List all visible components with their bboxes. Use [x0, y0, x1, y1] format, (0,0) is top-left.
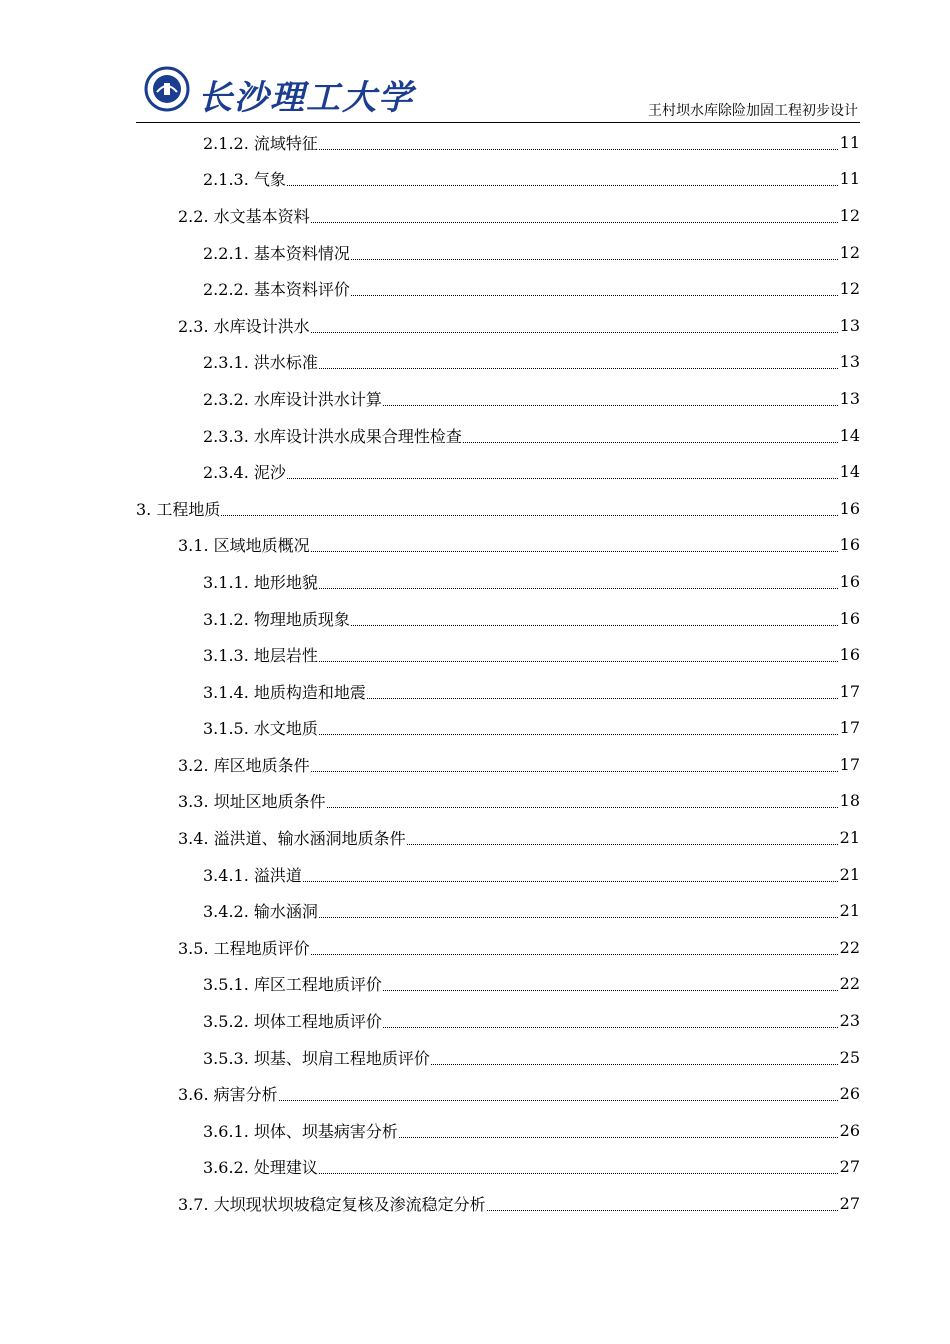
toc-entry[interactable]: [136, 161, 860, 198]
toc-entry-number: 2.1.2.: [203, 133, 249, 153]
toc-leader-dots: [431, 1046, 838, 1065]
toc-entry-number: 3.1.1.: [203, 572, 249, 592]
toc-entry[interactable]: [136, 600, 860, 637]
toc-entry-page: 27: [839, 1157, 860, 1177]
toc-entry-label: [178, 204, 311, 227]
toc-entry-label: [136, 497, 221, 520]
toc-entry-label: [178, 826, 407, 849]
toc-entry[interactable]: [136, 344, 860, 381]
toc-entry-number: 3.1.3.: [203, 646, 249, 666]
toc-entry-number: 3.4.2.: [203, 902, 249, 922]
toc-entry-title: 气象: [253, 170, 286, 190]
toc-leader-dots: [319, 899, 838, 918]
toc-entry[interactable]: [136, 234, 860, 271]
toc-entry-page: 26: [839, 1084, 860, 1104]
toc-entry-page: 13: [839, 388, 860, 408]
toc-entry[interactable]: [136, 892, 860, 929]
toc-entry-label: [178, 753, 311, 776]
toc-entry-page: 22: [839, 937, 860, 957]
toc-entry-title: 坝基、坝肩工程地质评价: [253, 1048, 430, 1068]
toc-entry-page: 21: [839, 901, 860, 921]
toc-entry-label: [203, 607, 351, 630]
toc-entry-title: 水库设计洪水: [213, 316, 310, 336]
toc-entry-page: 27: [839, 1194, 860, 1214]
toc-leader-dots: [319, 643, 838, 662]
toc-entry[interactable]: [136, 307, 860, 344]
toc-entry-title: 工程地质评价: [213, 938, 310, 958]
toc-entry-number: 2.2.2.: [203, 280, 249, 300]
toc-leader-dots: [383, 1009, 838, 1028]
toc-leader-dots: [319, 716, 838, 735]
toc-entry[interactable]: [136, 490, 860, 527]
toc-leader-dots: [383, 972, 838, 991]
toc-entry-title: 地形地貌: [253, 572, 318, 592]
toc-entry-page: 16: [839, 498, 860, 518]
toc-leader-dots: [383, 387, 838, 406]
toc-entry-title: 区域地质概况: [213, 536, 310, 556]
toc-entry-title: 库区地质条件: [213, 755, 310, 775]
toc-entry-title: 物理地质现象: [253, 609, 350, 629]
toc-entry[interactable]: [136, 746, 860, 783]
toc-entry[interactable]: [136, 380, 860, 417]
toc-entry[interactable]: [136, 636, 860, 673]
university-logo-text: 长沙理工大学: [198, 78, 414, 118]
toc-entry-number: 3.4.: [178, 829, 209, 849]
toc-entry-page: 18: [839, 791, 860, 811]
toc-entry-number: 2.3.1.: [203, 353, 249, 373]
toc-entry[interactable]: [136, 819, 860, 856]
toc-entry-label: [203, 131, 319, 154]
toc-entry-title: 溢洪道: [253, 865, 302, 885]
toc-entry-number: 3.5.1.: [203, 975, 249, 995]
toc-entry-label: [203, 1009, 383, 1032]
toc-entry-number: 3.1.: [178, 536, 209, 556]
toc-leader-dots: [319, 131, 838, 150]
toc-entry-title: 输水涵洞: [253, 902, 318, 922]
toc-entry-number: 3.1.4.: [203, 682, 249, 702]
toc-entry-page: 16: [839, 608, 860, 628]
toc-entry-page: 17: [839, 718, 860, 738]
toc-entry-title: 基本资料情况: [253, 243, 350, 263]
toc-entry-title: 溢洪道、输水涵洞地质条件: [213, 829, 406, 849]
toc-leader-dots: [287, 460, 838, 479]
toc-leader-dots: [407, 826, 838, 845]
toc-leader-dots: [311, 936, 838, 955]
toc-entry-label: [203, 899, 319, 922]
toc-leader-dots: [399, 1119, 838, 1138]
toc-entry-page: 16: [839, 645, 860, 665]
toc-entry[interactable]: [136, 1185, 860, 1222]
toc-entry-number: 3.4.1.: [203, 865, 249, 885]
toc-leader-dots: [487, 1192, 838, 1211]
toc-leader-dots: [287, 167, 838, 186]
toc-entry-label: [203, 716, 319, 739]
toc-entry-label: [203, 570, 319, 593]
toc-leader-dots: [351, 241, 838, 260]
toc-entry-number: 2.3.: [178, 316, 209, 336]
toc-entry-title: 流域特征: [253, 133, 318, 153]
toc-entry-page: 17: [839, 681, 860, 701]
toc-entry-label: [203, 460, 287, 483]
toc-leader-dots: [463, 424, 838, 443]
toc-entry-title: 坝体、坝基病害分析: [253, 1121, 398, 1141]
toc-entry[interactable]: [136, 1002, 860, 1039]
toc-entry[interactable]: [136, 710, 860, 747]
toc-entry-number: 3.: [136, 499, 152, 519]
toc-entry-label: [203, 350, 319, 373]
toc-entry-number: 3.5.3.: [203, 1048, 249, 1068]
toc-entry-title: 泥沙: [253, 463, 286, 483]
toc-entry-number: 3.2.: [178, 755, 209, 775]
toc-entry-label: [203, 241, 351, 264]
toc-entry-page: 14: [839, 462, 860, 482]
toc-entry-label: [203, 1119, 399, 1142]
toc-entry-number: 3.1.2.: [203, 609, 249, 629]
toc-entry-number: 3.3.: [178, 792, 209, 812]
toc-entry-title: 水库设计洪水成果合理性检查: [253, 426, 462, 446]
toc-entry-title: 水库设计洪水计算: [253, 389, 382, 409]
toc-leader-dots: [311, 753, 838, 772]
toc-entry-title: 处理建议: [253, 1158, 318, 1178]
toc-leader-dots: [221, 497, 837, 516]
table-of-contents: [136, 124, 860, 1222]
toc-entry[interactable]: [136, 453, 860, 490]
toc-entry-label: [203, 972, 383, 995]
toc-entry-number: 2.3.4.: [203, 463, 249, 483]
toc-entry-page: 17: [839, 754, 860, 774]
toc-entry-number: 2.1.3.: [203, 170, 249, 190]
toc-entry[interactable]: [136, 270, 860, 307]
toc-entry-label: [203, 1155, 319, 1178]
toc-entry-page: 26: [839, 1120, 860, 1140]
page-header: [136, 62, 860, 123]
toc-entry[interactable]: [136, 197, 860, 234]
toc-entry-title: 病害分析: [213, 1085, 278, 1105]
toc-entry-number: 3.6.1.: [203, 1121, 249, 1141]
toc-entry[interactable]: [136, 929, 860, 966]
toc-entry-number: 3.5.: [178, 938, 209, 958]
toc-entry[interactable]: [136, 1149, 860, 1186]
toc-leader-dots: [303, 863, 838, 882]
toc-leader-dots: [311, 533, 838, 552]
toc-entry-title: 水文基本资料: [213, 206, 310, 226]
toc-entry-title: 基本资料评价: [253, 280, 350, 300]
toc-entry-label: [178, 1192, 487, 1215]
toc-entry[interactable]: [136, 1075, 860, 1112]
toc-leader-dots: [351, 277, 838, 296]
toc-entry[interactable]: [136, 417, 860, 454]
toc-entry-title: 地质构造和地震: [253, 682, 366, 702]
toc-entry-page: 21: [839, 864, 860, 884]
toc-entry-number: 3.5.2.: [203, 1012, 249, 1032]
toc-entry-title: 大坝现状坝坡稳定复核及渗流稳定分析: [213, 1195, 486, 1215]
toc-entry-label: [178, 533, 311, 556]
toc-entry[interactable]: [136, 527, 860, 564]
toc-entry-title: 库区工程地质评价: [253, 975, 382, 995]
toc-entry-page: 16: [839, 535, 860, 555]
toc-entry-label: [178, 936, 311, 959]
toc-entry-label: [203, 277, 351, 300]
toc-entry-title: 洪水标准: [253, 353, 318, 373]
toc-leader-dots: [311, 204, 838, 223]
toc-entry-number: 3.7.: [178, 1195, 209, 1215]
toc-entry-title: 水文地质: [253, 719, 318, 739]
toc-entry-label: [203, 387, 383, 410]
toc-entry-page: 22: [839, 974, 860, 994]
toc-leader-dots: [319, 570, 838, 589]
toc-entry[interactable]: [136, 783, 860, 820]
toc-entry-page: 14: [839, 425, 860, 445]
toc-entry[interactable]: [136, 1112, 860, 1149]
toc-entry-page: 13: [839, 315, 860, 335]
document-title: 王村坝水库除险加固工程初步设计: [648, 103, 858, 119]
toc-entry-number: 3.6.2.: [203, 1158, 249, 1178]
toc-entry-label: [203, 424, 463, 447]
toc-entry-title: 地层岩性: [253, 646, 318, 666]
toc-entry[interactable]: [136, 673, 860, 710]
toc-entry[interactable]: [136, 1039, 860, 1076]
toc-entry-number: 2.2.1.: [203, 243, 249, 263]
toc-entry-label: [178, 789, 327, 812]
toc-entry-number: 2.3.2.: [203, 389, 249, 409]
toc-leader-dots: [319, 1155, 838, 1174]
toc-leader-dots: [319, 350, 838, 369]
toc-entry-label: [203, 167, 287, 190]
toc-entry-title: 坝址区地质条件: [213, 792, 326, 812]
toc-entry-page: 21: [839, 828, 860, 848]
toc-entry-title: 工程地质: [156, 499, 221, 519]
toc-entry-number: 2.3.3.: [203, 426, 249, 446]
toc-leader-dots: [367, 680, 838, 699]
toc-entry-number: 2.2.: [178, 206, 209, 226]
toc-entry-label: [203, 1046, 431, 1069]
toc-leader-dots: [279, 1082, 838, 1101]
toc-entry-number: 3.1.5.: [203, 719, 249, 739]
toc-entry-page: 23: [839, 1011, 860, 1031]
toc-entry-label: [203, 680, 367, 703]
toc-entry-page: 25: [839, 1047, 860, 1067]
toc-entry-label: [203, 863, 303, 886]
toc-entry[interactable]: [136, 856, 860, 893]
toc-entry-page: 16: [839, 571, 860, 591]
toc-entry-label: [178, 314, 311, 337]
toc-leader-dots: [351, 607, 838, 626]
toc-entry-page: 11: [839, 132, 860, 152]
toc-entry[interactable]: [136, 124, 860, 161]
toc-entry-page: 11: [839, 169, 860, 189]
toc-entry[interactable]: [136, 563, 860, 600]
university-seal-icon: [144, 66, 190, 112]
toc-entry-label: [203, 643, 319, 666]
toc-entry-label: [178, 1082, 279, 1105]
toc-entry-title: 坝体工程地质评价: [253, 1012, 382, 1032]
toc-entry[interactable]: [136, 966, 860, 1003]
toc-entry-page: 13: [839, 352, 860, 372]
toc-entry-number: 3.6.: [178, 1085, 209, 1105]
toc-leader-dots: [311, 314, 838, 333]
toc-entry-page: 12: [839, 205, 860, 225]
toc-entry-page: 12: [839, 242, 860, 262]
toc-entry-page: 12: [839, 279, 860, 299]
toc-leader-dots: [327, 789, 838, 808]
